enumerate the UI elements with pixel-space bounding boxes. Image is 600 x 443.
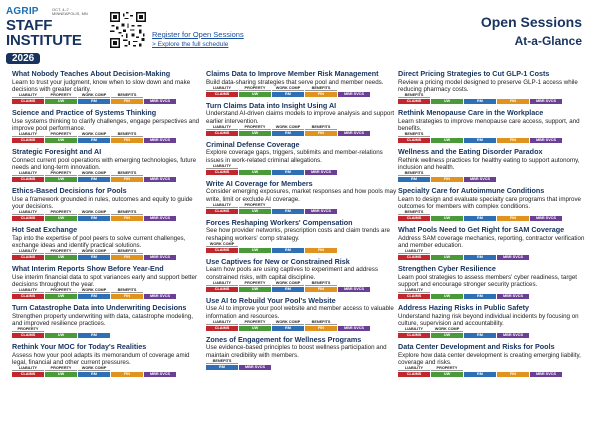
coverage-line-tag: WORK COMP: [272, 125, 304, 130]
department-tags: [398, 216, 590, 222]
coverage-line-tag: WORK COMP: [272, 320, 304, 325]
session-title: Specialty Care for Autoimmune Conditions: [398, 186, 545, 195]
department-tag: FIN: [431, 177, 463, 182]
department-tag: FIN: [305, 248, 337, 253]
coverage-line-tag: PROPERTY: [45, 210, 77, 215]
session-item: [206, 70, 398, 98]
coverage-line-tag: LIABILITY: [206, 125, 238, 130]
coverage-line-tag: WORK COMP: [272, 86, 304, 91]
department-tag: UW: [45, 138, 77, 143]
coverage-line-tag: BENEFITS: [111, 132, 143, 137]
coverage-line-tag: BENEFITS: [398, 93, 430, 98]
department-tag: RM: [464, 333, 496, 338]
coverage-line-tag: PROPERTY: [12, 327, 44, 332]
coverage-line-tag: LIABILITY: [12, 171, 44, 176]
page-title-block: [481, 14, 582, 48]
department-tag: RM: [464, 138, 496, 143]
coverage-line-tag: LIABILITY: [206, 320, 238, 325]
department-tag: UW: [431, 333, 463, 338]
session-title: Turn Claims Data into Insight Using AI: [206, 100, 337, 110]
coverage-line-tag: LIABILITY: [12, 210, 44, 215]
department-tag: CLAIMS: [12, 99, 44, 104]
coverage-line-tag: LIABILITY: [12, 132, 44, 137]
logo-year: 2026: [6, 53, 40, 64]
department-tag: RM: [78, 294, 110, 299]
session-item: [206, 180, 398, 215]
session-item: [398, 148, 590, 183]
department-tag: RM: [464, 99, 496, 104]
department-tag: RM: [272, 248, 304, 253]
department-tags: [206, 248, 398, 254]
department-tags: [12, 99, 204, 105]
session-description: Explore how data center development is creating emerging liability, coverage and risks.: [398, 351, 581, 366]
department-tag: FIN: [497, 372, 529, 377]
coverage-line-tag: BENEFITS: [111, 210, 143, 215]
session-item: [12, 304, 204, 339]
session-item: [398, 304, 590, 339]
session-item: [12, 109, 204, 144]
department-tag: MBR SVCS: [144, 294, 176, 299]
department-tags: [206, 326, 398, 332]
department-tag: FIN: [111, 99, 143, 104]
department-tag: RM: [464, 294, 496, 299]
session-item: [206, 336, 398, 371]
department-tags: [206, 170, 398, 176]
department-tag: FIN: [497, 138, 529, 143]
session-item: [12, 70, 204, 105]
department-tag: FIN: [111, 138, 143, 143]
session-title: Address Hazing Risks in Public Safety: [398, 303, 530, 312]
session-title: Zones of Engagement for Wellness Programs: [206, 334, 362, 344]
coverage-line-tag: BENEFITS: [305, 281, 337, 286]
coverage-line-tag: BENEFITS: [111, 93, 143, 98]
session-column-1: [12, 70, 204, 382]
page-title: Open Sessions: [480, 14, 582, 30]
session-item: [398, 70, 590, 105]
department-tag: UW: [45, 177, 77, 182]
department-tag: MBR SVCS: [530, 99, 562, 104]
coverage-line-tag: BENEFITS: [305, 125, 337, 130]
logo-location: OCT. 4–7 · MINNEAPOLIS, MN: [52, 7, 88, 16]
session-title: Write AI Coverage for Members: [206, 178, 313, 188]
department-tags: [12, 177, 204, 183]
department-tag: CLAIMS: [206, 131, 238, 136]
header: [0, 0, 600, 68]
staff-institute-logo: [6, 6, 102, 64]
department-tag: CLAIMS: [12, 177, 44, 182]
session-title: Use Captives for New or Constrained Risk: [206, 256, 350, 266]
department-tag: FIN: [111, 294, 143, 299]
department-tags: [12, 216, 204, 222]
session-title: Use AI to Rebuild Your Pool's Website: [206, 295, 336, 305]
department-tag: MBR SVCS: [305, 209, 337, 214]
coverage-line-tag: LIABILITY: [398, 366, 430, 371]
department-tag: UW: [239, 209, 271, 214]
department-tag: UW: [431, 138, 463, 143]
department-tags: [12, 255, 204, 261]
coverage-line-tag: LIABILITY: [206, 164, 238, 169]
department-tag: RM: [272, 131, 304, 136]
session-description: Strengthen property underwriting with data, catastrophe modeling, and improved resilience practices.: [12, 312, 193, 327]
department-tag: UW: [239, 170, 271, 175]
coverage-line-tag: LIABILITY: [206, 86, 238, 91]
session-title: Strategic Foresight and AI: [12, 147, 102, 156]
session-title: Data Center Development and Risks for Pools: [398, 342, 555, 351]
coverage-line-tag: LIABILITY: [12, 366, 44, 371]
department-tag: RM: [78, 372, 110, 377]
session-title: Rethink Your MOC for Today's Realities: [12, 342, 147, 351]
coverage-line-tag: LIABILITY: [206, 203, 238, 208]
department-tag: UW: [431, 216, 463, 221]
department-tag: MBR SVCS: [530, 216, 562, 221]
session-description: Tap into the expertise of pool peers to solve current challenges, exchange ideas and identify practical solutions.: [12, 234, 186, 249]
session-description: Use interim financial data to spot variances early and support better decisions throughout the year.: [12, 273, 198, 288]
department-tag: RM: [272, 326, 304, 331]
session-description: Learn pool strategies to assess members' cyber readiness, target support and encourage stronger security practices.: [398, 273, 577, 288]
coverage-line-tag: BENEFITS: [398, 210, 430, 215]
coverage-line-tag: LIABILITY: [12, 249, 44, 254]
coverage-line-tag: LIABILITY: [398, 288, 430, 293]
coverage-line-tag: PROPERTY: [45, 132, 77, 137]
department-tag: UW: [45, 255, 77, 260]
session-column-2: [206, 70, 398, 375]
coverage-line-tag: PROPERTY: [239, 281, 271, 286]
department-tag: FIN: [497, 99, 529, 104]
department-tag: RM: [464, 216, 496, 221]
session-item: [206, 141, 398, 176]
department-tag: RM: [464, 255, 496, 260]
department-tag: CLAIMS: [12, 372, 44, 377]
department-tag: UW: [431, 99, 463, 104]
coverage-line-tag: LIABILITY: [12, 288, 44, 293]
department-tag: MBR SVCS: [338, 326, 370, 331]
session-description: Learn strategies to improve menopause care access, support, and benefits.: [398, 117, 580, 132]
session-description: Address SAM coverage mechanics, reporting, contractor verification and member education.: [398, 234, 585, 249]
department-tag: UW: [239, 131, 271, 136]
session-title: Claims Data to Improve Member Risk Management: [206, 69, 379, 78]
coverage-line-tag: PROPERTY: [45, 366, 77, 371]
session-item: [398, 187, 590, 222]
coverage-line-tag: PROPERTY: [239, 203, 271, 208]
session-title: Wellness and the Eating Disorder Paradox: [398, 147, 543, 156]
department-tag: FIN: [111, 216, 143, 221]
department-tags: [398, 294, 590, 300]
department-tag: RM: [272, 209, 304, 214]
department-tag: UW: [45, 333, 77, 338]
department-tag: UW: [239, 326, 271, 331]
session-description: Understand hazing risk beyond individual incidents by focusing on culture, supervision and accountability.: [398, 312, 579, 327]
coverage-line-tag: PROPERTY: [239, 86, 271, 91]
department-tag: MBR SVCS: [144, 99, 176, 104]
department-tag: CLAIMS: [12, 333, 44, 338]
coverage-line-tag: PROPERTY: [239, 320, 271, 325]
coverage-line-tag: BENEFITS: [111, 171, 143, 176]
department-tag: UW: [239, 248, 271, 253]
session-item: [12, 343, 204, 378]
session-description: Connect current pool operations with emerging technologies, future needs and long-term innovation.: [12, 156, 197, 171]
department-tag: MBR SVCS: [338, 287, 370, 292]
session-item: [12, 226, 204, 261]
department-tag: RM: [464, 372, 496, 377]
department-tag: FIN: [111, 255, 143, 260]
coverage-line-tag: PROPERTY: [239, 125, 271, 130]
coverage-line-tag: LIABILITY: [12, 93, 44, 98]
coverage-line-tag: PROPERTY: [431, 366, 463, 371]
logo-agrip: AGRIP: [6, 6, 39, 17]
register-link[interactable]: Register for Open Sessions: [152, 30, 244, 39]
department-tags: [398, 333, 590, 339]
session-item: [12, 265, 204, 300]
department-tag: RM: [78, 177, 110, 182]
session-item: [398, 343, 590, 378]
department-tag: UW: [239, 287, 271, 292]
session-description: Review a pricing model designed to preserve GLP-1 access while reducing pharmacy costs.: [398, 78, 578, 93]
coverage-line-tag: LIABILITY: [398, 327, 430, 332]
coverage-line-tag: WORK COMP: [78, 249, 110, 254]
department-tag: RM: [206, 365, 238, 370]
department-tag: MBR SVCS: [338, 131, 370, 136]
department-tag: RM: [272, 92, 304, 97]
session-description: Learn how pools are using captives to experiment and address constrained risks, with capital discipline.: [206, 266, 378, 281]
department-tag: UW: [45, 372, 77, 377]
session-item: [206, 102, 398, 137]
department-tag: MBR SVCS: [144, 372, 176, 377]
department-tags: [12, 294, 204, 300]
department-tags: [398, 177, 590, 183]
session-item: [12, 187, 204, 222]
department-tag: CLAIMS: [398, 294, 430, 299]
session-item: [398, 226, 590, 261]
coverage-line-tag: PROPERTY: [45, 249, 77, 254]
department-tags: [206, 365, 398, 371]
session-title: Ethics-Based Decisions for Pools: [12, 186, 127, 195]
department-tag: UW: [431, 255, 463, 260]
coverage-line-tag: BENEFITS: [305, 320, 337, 325]
session-item: [398, 265, 590, 300]
session-item: [206, 297, 398, 332]
department-tag: MBR SVCS: [497, 333, 529, 338]
department-tag: FIN: [305, 326, 337, 331]
coverage-line-tag: PROPERTY: [45, 288, 77, 293]
coverage-line-tag: PROPERTY: [45, 93, 77, 98]
department-tag: FIN: [305, 287, 337, 292]
department-tag: CLAIMS: [398, 372, 430, 377]
coverage-line-tag: WORK COMP: [431, 327, 463, 332]
session-item: [206, 258, 398, 293]
department-tags: [398, 138, 590, 144]
page-subtitle: At-a-Glance: [514, 34, 582, 48]
session-description: See how provider networks, prescription costs and claim trends are reshaping workers' comp strategy.: [206, 227, 390, 242]
session-item: [206, 219, 398, 254]
coverage-line-tag: WORK COMP: [78, 210, 110, 215]
department-tag: RM: [78, 216, 110, 221]
department-tag: MBR SVCS: [530, 138, 562, 143]
department-tags: [398, 99, 590, 105]
department-tag: CLAIMS: [206, 287, 238, 292]
department-tag: MBR SVCS: [305, 170, 337, 175]
session-description: Rethink wellness practices for healthy eating to support autonomy, inclusion and health.: [398, 156, 580, 171]
session-description: Build data-sharing strategies that serve pool and member needs.: [206, 78, 384, 86]
session-title: Criminal Defense Coverage: [206, 139, 300, 149]
department-tags: [206, 92, 398, 98]
session-description: Use AI to improve your pool website and member access to valuable information and resources.: [206, 305, 394, 320]
coverage-line-tag: WORK COMP: [78, 93, 110, 98]
department-tag: MBR SVCS: [144, 138, 176, 143]
department-tag: FIN: [497, 216, 529, 221]
coverage-line-tag: WORK COMP: [78, 171, 110, 176]
session-description: Use systems thinking to clarify challenges, engage perspectives and improve pool performance.: [12, 117, 200, 132]
department-tag: MBR SVCS: [530, 372, 562, 377]
department-tag: UW: [431, 294, 463, 299]
department-tag: MBR SVCS: [497, 294, 529, 299]
department-tag: FIN: [305, 131, 337, 136]
department-tag: UW: [431, 372, 463, 377]
coverage-line-tag: WORK COMP: [206, 242, 238, 247]
session-item: [398, 109, 590, 144]
coverage-line-tag: BENEFITS: [111, 249, 143, 254]
session-item: [12, 148, 204, 183]
department-tag: MBR SVCS: [497, 255, 529, 260]
department-tag: MBR SVCS: [144, 216, 176, 221]
session-title: Turn Catastrophe Data into Underwriting Decisions: [12, 303, 187, 312]
department-tag: CLAIMS: [12, 255, 44, 260]
session-description: Consider emerging exposures, market responses and how pools may write, limit or exclude AI coverage.: [206, 188, 397, 203]
schedule-link[interactable]: > Explore the full schedule: [152, 41, 229, 48]
coverage-line-tag: WORK COMP: [78, 288, 110, 293]
session-title: Hot Seat Exchange: [12, 225, 78, 234]
department-tag: CLAIMS: [398, 216, 430, 221]
department-tags: [206, 209, 398, 215]
session-description: Learn to trust your judgment, know when to slow down and make decisions with greater clarity.: [12, 78, 191, 93]
department-tag: FIN: [305, 92, 337, 97]
session-description: Assess how your pool adapts its memorandum of coverage amid legal, financial and other current pressures.: [12, 351, 190, 366]
department-tags: [206, 131, 398, 137]
session-description: Understand AI-driven claims models to improve analysis and support earlier intervention.: [206, 110, 395, 125]
session-column-3: [398, 70, 590, 382]
session-title: What Pools Need to Get Right for SAM Coverage: [398, 225, 565, 234]
department-tag: UW: [45, 294, 77, 299]
department-tags: [12, 372, 204, 378]
coverage-line-tag: BENEFITS: [111, 288, 143, 293]
coverage-line-tag: BENEFITS: [398, 132, 430, 137]
department-tag: UW: [45, 99, 77, 104]
department-tag: RM: [272, 170, 304, 175]
session-title: What Nobody Teaches About Decision-Making: [12, 69, 171, 78]
department-tag: RM: [78, 138, 110, 143]
department-tag: MBR SVCS: [239, 365, 271, 370]
coverage-line-tag: PROPERTY: [45, 171, 77, 176]
coverage-line-tag: BENEFITS: [398, 171, 430, 176]
department-tag: UW: [45, 216, 77, 221]
department-tag: FIN: [111, 177, 143, 182]
department-tag: RM: [272, 287, 304, 292]
session-title: Rethink Menopause Care in the Workplace: [398, 108, 544, 117]
department-tag: CLAIMS: [12, 216, 44, 221]
session-description: Learn to design and evaluate specialty care programs that improve outcomes for members with complex conditions.: [398, 195, 581, 210]
department-tags: [398, 255, 590, 261]
coverage-line-tag: LIABILITY: [206, 281, 238, 286]
session-description: Use evidence-based principles to boost wellness participation and maintain credibility with members.: [206, 344, 387, 359]
session-title: Strengthen Cyber Resilience: [398, 264, 496, 273]
register-links: [152, 30, 244, 50]
department-tag: CLAIMS: [398, 99, 430, 104]
department-tag: CLAIMS: [206, 92, 238, 97]
department-tag: RM: [78, 333, 110, 338]
coverage-line-tag: BENEFITS: [305, 86, 337, 91]
logo-staff-institute: STAFF INSTITUTE: [6, 17, 82, 49]
department-tags: [206, 287, 398, 293]
department-tags: [12, 138, 204, 144]
department-tag: MBR SVCS: [464, 177, 496, 182]
coverage-line-tag: LIABILITY: [398, 249, 430, 254]
session-title: What Interim Reports Show Before Year-End: [12, 264, 164, 273]
department-tag: RM: [398, 177, 430, 182]
department-tag: CLAIMS: [206, 248, 238, 253]
department-tag: CLAIMS: [398, 333, 430, 338]
department-tag: CLAIMS: [398, 255, 430, 260]
department-tag: FIN: [111, 372, 143, 377]
coverage-line-tag: WORK COMP: [78, 366, 110, 371]
session-title: Science and Practice of Systems Thinking: [12, 108, 157, 117]
department-tag: MBR SVCS: [338, 92, 370, 97]
department-tag: CLAIMS: [12, 138, 44, 143]
department-tag: RM: [78, 255, 110, 260]
department-tag: CLAIMS: [398, 138, 430, 143]
session-description: Use a framework grounded in rules, outcomes and equity to guide your decisions.: [12, 195, 193, 210]
department-tag: UW: [239, 92, 271, 97]
qr-code-icon[interactable]: [110, 12, 146, 48]
session-title: Forces Reshaping Workers' Compensation: [206, 217, 353, 227]
coverage-line-tag: WORK COMP: [272, 281, 304, 286]
department-tags: [398, 372, 590, 378]
department-tag: MBR SVCS: [144, 177, 176, 182]
department-tag: MBR SVCS: [144, 255, 176, 260]
department-tag: CLAIMS: [12, 294, 44, 299]
department-tag: CLAIMS: [206, 326, 238, 331]
session-title: Direct Pricing Strategies to Cut GLP-1 Costs: [398, 69, 550, 78]
session-description: Explore coverage gaps, triggers, sublimits and member-relations issues in work-related criminal allegations.: [206, 149, 383, 164]
coverage-line-tag: BENEFITS: [206, 359, 238, 364]
department-tag: RM: [78, 99, 110, 104]
department-tags: [12, 333, 204, 339]
department-tag: CLAIMS: [206, 170, 238, 175]
coverage-line-tag: WORK COMP: [78, 132, 110, 137]
department-tag: CLAIMS: [206, 209, 238, 214]
